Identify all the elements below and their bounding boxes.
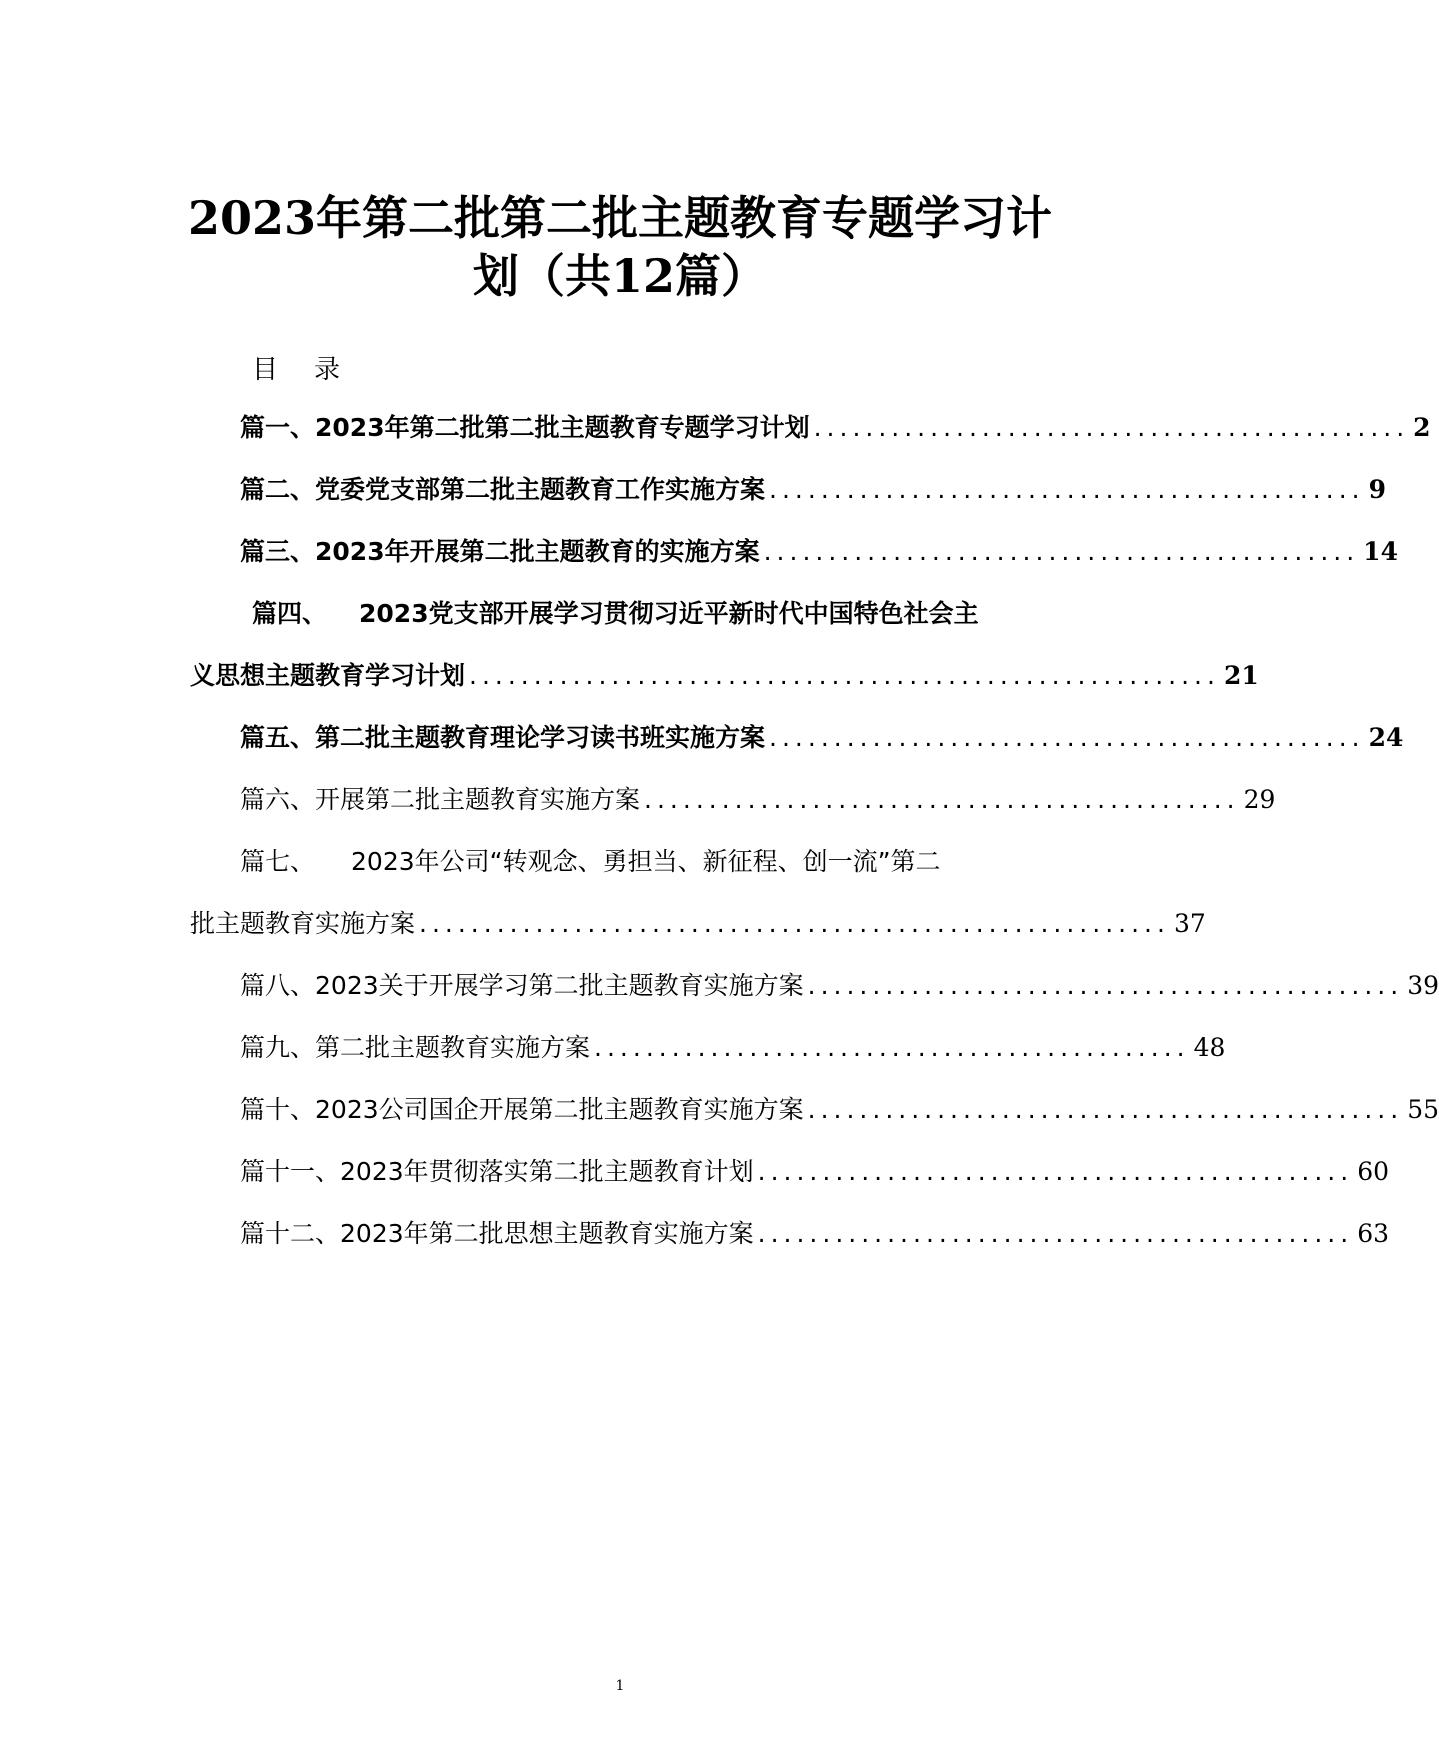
toc-leader-dots: ..............................................: [813, 413, 1410, 442]
toc-leader-dots: ..........................................................: [469, 661, 1220, 690]
toc-entry-title-line-1: 2023年公司“转观念、勇担当、新征程、创一流”第二: [351, 847, 941, 876]
toc-entry-4[interactable]: [190, 656, 1259, 696]
toc-entry-12[interactable]: [240, 1214, 1390, 1254]
toc-entry-page: 14: [1363, 537, 1398, 566]
toc-entry-page: 29: [1243, 785, 1276, 814]
toc-entry-7[interactable]: [190, 904, 1206, 944]
toc-entry-title: 2023年贯彻落实第二批主题教育计划: [340, 1157, 754, 1186]
toc-entry-page: 21: [1223, 661, 1259, 690]
toc-entry-title-line-2: 批主题教育实施方案: [190, 909, 416, 938]
toc-entry-7-line-1[interactable]: [240, 842, 941, 882]
toc-entry-title: 2023年开展第二批主题教育的实施方案: [315, 537, 760, 566]
toc-leader-dots: ..............................................: [763, 537, 1360, 566]
toc-leader-dots: ..............................................: [807, 1095, 1404, 1124]
toc-leader-dots: ..........................................................: [419, 909, 1170, 938]
toc-entry-title-line-1: 2023党支部开展学习贯彻习近平新时代中国特色社会主: [359, 599, 979, 628]
toc-entry-page: 24: [1368, 723, 1404, 752]
toc-leader-dots: ..............................................: [807, 971, 1404, 1000]
page-number: 1: [615, 1678, 625, 1694]
toc-entry-10[interactable]: [240, 1090, 1439, 1130]
toc-entry-prefix: 篇二、: [240, 475, 316, 504]
toc-entry-title: 2023公司国企开展第二批主题教育实施方案: [315, 1095, 804, 1124]
toc-entry-prefix: 篇四、: [252, 599, 328, 628]
toc-entry-title: 2023年第二批第二批主题教育专题学习计划: [315, 413, 810, 442]
toc-leader-dots: ..............................................: [757, 1219, 1354, 1248]
toc-entry-page: 39: [1407, 971, 1439, 1000]
toc-entry-1[interactable]: [240, 408, 1431, 448]
toc-entry-8[interactable]: [240, 966, 1439, 1006]
toc-entry-page: 63: [1357, 1219, 1390, 1248]
toc-leader-dots: ..............................................: [769, 475, 1365, 504]
toc-entry-4-line-1[interactable]: [252, 594, 979, 634]
toc-entry-title: 党委党支部第二批主题教育工作实施方案: [315, 475, 766, 504]
toc-entry-page: 48: [1193, 1033, 1226, 1062]
toc-entry-11[interactable]: [240, 1152, 1390, 1192]
toc-entry-page: 55: [1407, 1095, 1439, 1124]
toc-entry-title-line-2: 义思想主题教育学习计划: [190, 661, 466, 690]
toc-entry-prefix: 篇十一、: [240, 1157, 341, 1186]
toc-entry-prefix: 篇一、: [240, 413, 316, 442]
toc-leader-dots: ..............................................: [757, 1157, 1354, 1186]
toc-entry-prefix: 篇十二、: [240, 1219, 341, 1248]
toc-leader-dots: ..............................................: [594, 1033, 1190, 1062]
document-title-line-1: 2023年第二批第二批主题教育专题学习计: [187, 191, 1053, 245]
toc-heading-left: 目: [252, 355, 279, 385]
toc-entry-5[interactable]: [240, 718, 1404, 758]
toc-entry-prefix: 篇九、: [240, 1033, 316, 1062]
toc-heading: [252, 352, 340, 388]
toc-entry-prefix: 篇八、: [240, 971, 316, 1000]
toc-entry-9[interactable]: [240, 1028, 1226, 1068]
toc-entry-prefix: 篇三、: [240, 537, 316, 566]
toc-entry-title: 2023年第二批思想主题教育实施方案: [340, 1219, 754, 1248]
toc-entry-prefix: 篇五、: [240, 723, 316, 752]
toc-entry-title: 第二批主题教育实施方案: [315, 1033, 591, 1062]
toc-leader-dots: ..............................................: [644, 785, 1240, 814]
toc-entry-page: 60: [1357, 1157, 1390, 1186]
toc-entry-2[interactable]: [240, 470, 1386, 510]
toc-entry-prefix: 篇十、: [240, 1095, 316, 1124]
toc-entry-title: 第二批主题教育理论学习读书班实施方案: [315, 723, 766, 752]
toc-entry-prefix: 篇六、: [240, 785, 316, 814]
toc-entry-3[interactable]: [240, 532, 1398, 572]
toc-leader-dots: ..............................................: [769, 723, 1365, 752]
toc-entry-title: 2023关于开展学习第二批主题教育实施方案: [315, 971, 804, 1000]
toc-heading-right: 录: [314, 355, 341, 385]
document-title-line-2: 划（共12篇）: [472, 249, 767, 303]
toc-entry-page: 37: [1173, 909, 1206, 938]
toc-entry-prefix: 篇七、: [240, 847, 316, 876]
toc-entry-page: 9: [1368, 475, 1386, 504]
toc-entry-6[interactable]: [240, 780, 1276, 820]
toc-entry-page: 2: [1413, 413, 1431, 442]
toc-entry-title: 开展第二批主题教育实施方案: [315, 785, 641, 814]
